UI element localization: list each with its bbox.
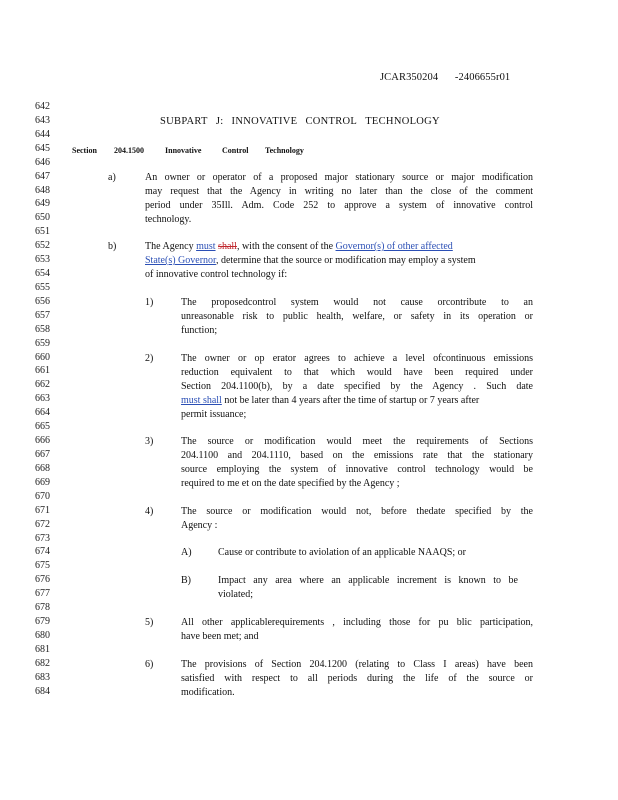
item-marker: 1) xyxy=(145,297,154,308)
item-line: required to me et on the date specified by the Agency ; xyxy=(181,478,400,489)
paragraph-a-line: technology. xyxy=(145,214,192,225)
line-number: 664 xyxy=(35,407,50,419)
inserted-text: Governor(s) of other affected xyxy=(335,241,453,252)
line-number: 681 xyxy=(35,643,50,655)
item-marker: 5) xyxy=(145,617,154,628)
paragraph-marker: a) xyxy=(108,172,116,183)
line-number: 662 xyxy=(35,379,50,391)
subitem-line: Impact any area where an applicable increment is known to be xyxy=(218,575,518,586)
section-number: 204.1500 xyxy=(114,146,144,155)
revision-id: -2406655r01 xyxy=(454,72,511,83)
line-number: 659 xyxy=(35,337,50,349)
line-number: 644 xyxy=(35,128,50,140)
item-line: The proposedcontrol system would not cause orcontribute to an xyxy=(181,297,533,308)
item-marker: 3) xyxy=(145,436,154,447)
line-number: 646 xyxy=(35,156,50,168)
text-run: The Agency xyxy=(145,241,194,252)
line-number: 654 xyxy=(35,268,50,280)
section-title-word: Control xyxy=(222,146,249,155)
inserted-text: State(s) Governor xyxy=(145,255,216,266)
item-marker: 2) xyxy=(145,353,154,364)
text-run: , with the consent of the xyxy=(236,241,334,252)
line-number: 655 xyxy=(35,281,50,293)
line-number: 650 xyxy=(35,212,50,224)
document-id: JCAR350204 xyxy=(380,72,439,83)
paragraph-b-line xyxy=(145,255,476,267)
line-number: 665 xyxy=(35,421,50,433)
item-line: reduction equivalent to that which would have been required under xyxy=(181,367,533,378)
item-line: The provisions of Section 204.1200 (relating to Class I areas) have been xyxy=(181,659,533,670)
line-number: 682 xyxy=(35,657,50,669)
item-line: The source or modification would not, before thedate specified by the xyxy=(181,506,533,517)
subitem-line: Cause or contribute to aviolation of an applicable NAAQS; or xyxy=(218,547,466,558)
deleted-text: shall xyxy=(218,241,237,252)
section-title-word: Technology xyxy=(265,146,304,155)
item-line: The owner or op erator agrees to achieve a level ofcontinuous emissions xyxy=(181,353,533,364)
paragraph-b-line: of innovative control technology if: xyxy=(145,269,288,280)
paragraph-a-line: period under 35Ill. Adm. Code 252 to approve a system of innovative control xyxy=(145,200,533,211)
line-number: 673 xyxy=(35,532,50,544)
line-number: 666 xyxy=(35,435,50,447)
document-header xyxy=(380,72,524,83)
item-line: The source or modification would meet the requirements of Sections xyxy=(181,436,533,447)
item-line: Agency : xyxy=(181,520,218,531)
line-number: 674 xyxy=(35,546,50,558)
item-line: unreasonable risk to public health, welfare, or safety in its operation or xyxy=(181,311,533,322)
line-number: 675 xyxy=(35,560,50,572)
line-number: 643 xyxy=(35,114,50,126)
item-line xyxy=(181,395,533,407)
line-number: 680 xyxy=(35,629,50,641)
text-run: not be later than 4 years after the time of startup or 7 years after xyxy=(221,395,480,406)
paragraph-a-line: may request that the Agency in writing no later than the close of the comment xyxy=(145,186,533,197)
item-line: All other applicablerequirements , including those for pu blic participation, xyxy=(181,617,533,628)
line-number: 667 xyxy=(35,449,50,460)
paragraph-b-line xyxy=(145,241,453,253)
inserted-text: must xyxy=(196,241,216,252)
item-marker: 6) xyxy=(145,659,154,670)
item-marker: 4) xyxy=(145,506,154,517)
line-number: 678 xyxy=(35,602,50,614)
subitem-marker: A) xyxy=(181,547,192,558)
subpart-word: TECHNOLOGY xyxy=(365,116,440,127)
line-number: 663 xyxy=(35,393,50,405)
text-run: , determine that the source or modification may employ a system xyxy=(215,255,476,266)
item-line: Section 204.1100(b), by a date specified by the Agency . Such date xyxy=(181,381,533,392)
line-number: 651 xyxy=(35,226,50,238)
line-number: 670 xyxy=(35,490,50,502)
line-number: 658 xyxy=(35,323,50,335)
line-number: 661 xyxy=(35,365,50,377)
line-number: 652 xyxy=(35,240,50,252)
item-line: function; xyxy=(181,325,218,336)
item-line: permit issuance; xyxy=(181,409,247,420)
subpart-word: J: xyxy=(215,116,224,127)
subpart-word: SUBPART xyxy=(160,116,208,127)
line-number: 645 xyxy=(35,142,50,154)
subitem-line: violated; xyxy=(218,589,253,600)
line-number: 672 xyxy=(35,518,50,530)
line-number: 647 xyxy=(35,170,50,182)
section-title-word: Innovative xyxy=(165,146,202,155)
section-label: Section xyxy=(72,146,97,155)
paragraph-marker: b) xyxy=(108,241,117,252)
subpart-heading xyxy=(160,116,440,128)
line-number: 669 xyxy=(35,476,50,488)
line-number: 657 xyxy=(35,309,50,321)
line-number: 677 xyxy=(35,588,50,600)
item-line: modification. xyxy=(181,687,235,698)
item-line: satisfied with respect to all periods during the life of the source or xyxy=(181,673,533,684)
subitem-marker: B) xyxy=(181,575,191,586)
line-number: 676 xyxy=(35,574,50,586)
line-number: 648 xyxy=(35,184,50,196)
line-number: 684 xyxy=(35,685,50,697)
line-number: 642 xyxy=(35,101,50,112)
line-number: 649 xyxy=(35,198,50,210)
item-line: source employing the system of innovative control technology would be xyxy=(181,464,533,475)
line-number: 660 xyxy=(35,351,50,363)
item-line: have been met; and xyxy=(181,631,259,642)
line-number: 656 xyxy=(35,295,50,307)
line-number: 653 xyxy=(35,254,50,266)
line-number: 683 xyxy=(35,671,50,683)
item-line: 204.1100 and 204.1110, based on the emissions rate that the stationary xyxy=(181,450,533,461)
line-number: 679 xyxy=(35,616,50,628)
line-number: 668 xyxy=(35,462,50,474)
subpart-word: CONTROL xyxy=(305,116,358,127)
line-number: 671 xyxy=(35,504,50,516)
inserted-text: must shall xyxy=(181,395,222,406)
subpart-word: INNOVATIVE xyxy=(231,116,298,127)
paragraph-a-line: An owner or operator of a proposed major stationary source or major modification xyxy=(145,172,533,183)
